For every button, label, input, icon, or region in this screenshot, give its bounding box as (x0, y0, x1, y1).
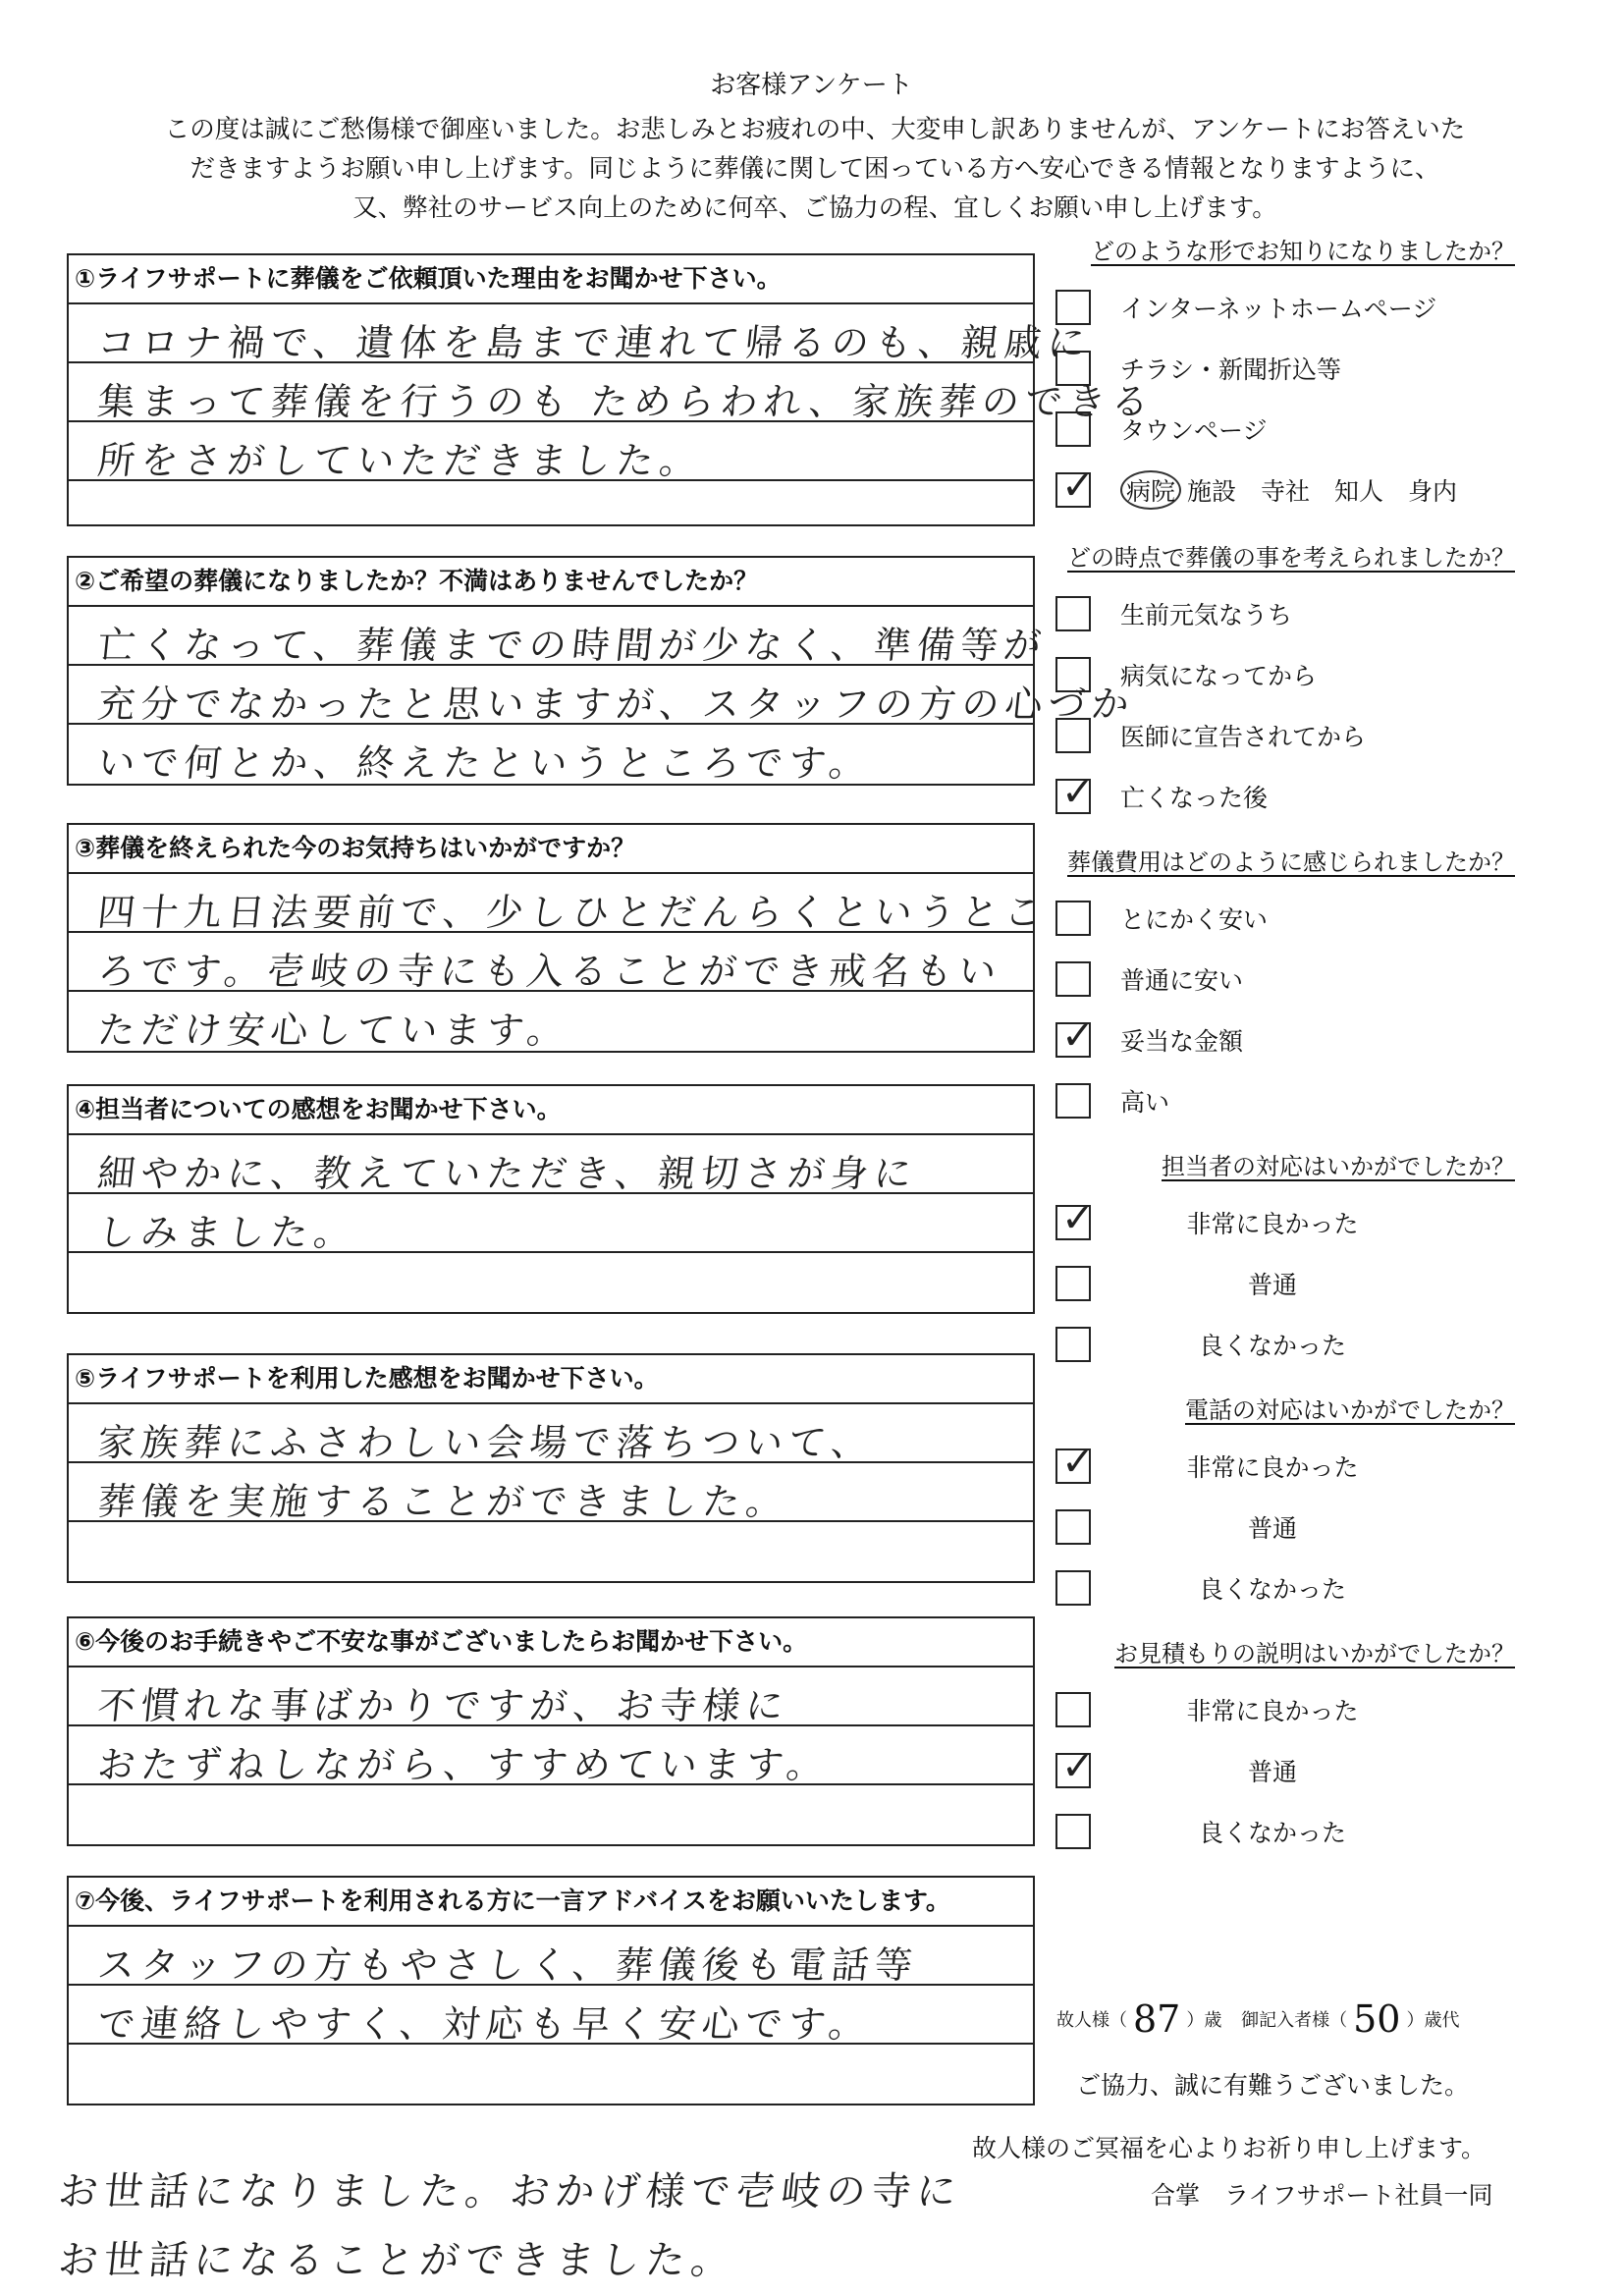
question-6-answer-line: 不慣れな事ばかりですが、お寺様に (95, 1684, 791, 1727)
intro-line: この度は誠にご愁傷様で御座いました。お悲しみとお疲れの中、大変申し訳ありませんが、アンケートにお答えいた (164, 115, 1466, 144)
signature-line: 合掌 ライフサポート社員一同 (1151, 2181, 1493, 2210)
checkbox[interactable] (1055, 351, 1091, 386)
option-phone-not-good[interactable]: 良くなかった (1055, 1567, 1405, 1609)
check-mark-icon: ✓ (1061, 1440, 1095, 1485)
checkbox[interactable] (1055, 1509, 1091, 1545)
option-internet[interactable]: インターネットホームページ (1055, 287, 1436, 328)
checkbox-checked[interactable] (1055, 1744, 1095, 1789)
section-4-heading: 担当者の対応はいかがでしたか？ (1162, 1153, 1515, 1180)
question-5-answer-line: 家族葬にふさわしい会場で落ちついて、 (95, 1421, 877, 1464)
option-estimate-not-good[interactable]: 良くなかった (1055, 1811, 1405, 1852)
checkbox[interactable] (1055, 411, 1091, 447)
deceased-age-prefix: 故人様（ (1056, 2010, 1127, 2031)
checkbox[interactable] (1055, 718, 1091, 753)
question-3-answer-line: 四十九日法要前で、少しひとだんらくというとこ (95, 891, 1051, 934)
question-2-box (67, 556, 1137, 786)
option-expensive[interactable]: 高い (1055, 1080, 1169, 1121)
checkbox-checked[interactable] (1055, 1440, 1095, 1485)
checkbox-checked[interactable] (1055, 770, 1095, 815)
option-flyer[interactable]: チラシ・新聞折込等 (1055, 348, 1341, 389)
question-6-box (67, 1616, 1035, 1846)
option-phone-very-good[interactable]: ✓ 非常に良かった (1055, 1446, 1405, 1487)
hospital-circled-label: 病院 (1120, 470, 1181, 510)
check-mark-icon: ✓ (1061, 1196, 1095, 1241)
deceased-age-suffix: ）歳 (1186, 2010, 1222, 2031)
section-5-heading: 電話の対応はいかがでしたか？ (1185, 1396, 1515, 1424)
handwritten-note-line: お世話になることができました。 (56, 2238, 739, 2283)
option-after-death[interactable]: ✓ 亡くなった後 (1055, 776, 1268, 817)
thanks-line: ご協力、誠に有難うございました。 (1076, 2071, 1470, 2100)
question-1-answer-line: コロナ禍で、遺体を島まで連れて帰るのも、親戚に (95, 321, 1094, 364)
option-estimate-normal[interactable]: ✓ 普通 (1055, 1750, 1405, 1791)
option-healthy[interactable]: 生前元気なうち (1055, 593, 1292, 634)
section-6-heading: お見積もりの説明はいかがでしたか？ (1114, 1640, 1515, 1667)
checkbox[interactable] (1055, 1083, 1091, 1119)
checkbox[interactable] (1055, 290, 1091, 325)
section-1-heading: どのような形でお知りになりましたか？ (1091, 238, 1515, 265)
question-7-box (67, 1876, 1035, 2105)
question-1-label: ①ライフサポートに葬儀をご依頼頂いた理由をお聞かせ下さい。 (69, 255, 1033, 304)
question-3-answer-line: ただけ安心しています。 (95, 1009, 572, 1052)
option-staff-normal[interactable]: 普通 (1055, 1263, 1405, 1304)
option-fairly-cheap[interactable]: 普通に安い (1055, 958, 1243, 1000)
check-mark-icon: ✓ (1061, 1013, 1095, 1059)
option-illness[interactable]: 病気になってから (1055, 654, 1317, 695)
handwritten-note-line: お世話になりました。おかげ様で壱岐の寺に (56, 2169, 965, 2214)
question-6-answer-line: おたずねしながら、すすめています。 (95, 1743, 833, 1786)
question-5-label: ⑤ライフサポートを利用した感想をお聞かせ下さい。 (69, 1355, 1033, 1404)
section-3-heading: 葬儀費用はどのように感じられましたか？ (1067, 848, 1515, 876)
check-mark-icon: ✓ (1061, 464, 1095, 509)
checkbox[interactable] (1055, 1814, 1091, 1849)
checkbox[interactable] (1055, 657, 1091, 692)
question-7-answer-line: スタッフの方もやさしく、葬儀後も電話等 (95, 1943, 921, 1987)
check-mark-icon: ✓ (1061, 1744, 1095, 1789)
other-sources-label: 施設 寺社 知人 身内 (1187, 477, 1458, 506)
question-4-label: ④担当者についての感想をお聞かせ下さい。 (69, 1086, 1033, 1135)
section-2-heading: どの時点で葬儀の事を考えられましたか？ (1067, 544, 1515, 572)
question-2-label: ②ご希望の葬儀になりましたか？不満はありませんでしたか？ (69, 558, 1033, 607)
intro-line: 又、弊社のサービス向上のために何卒、ご協力の程、宜しくお願い申し上げます。 (352, 193, 1277, 223)
option-townpage[interactable]: タウンページ (1055, 409, 1268, 450)
checkbox[interactable] (1055, 1327, 1091, 1362)
checkbox[interactable] (1055, 1570, 1091, 1606)
age-fields (1056, 1997, 1459, 2041)
question-2-answer-line: 亡くなって、葬儀までの時間が少なく、準備等が (95, 624, 1050, 667)
survey-title: お客様アンケート (710, 71, 913, 100)
intro-line: だきますようお願い申し上げます。同じように葬儀に関して困っている方へ安心できる情報となりますように、 (189, 154, 1440, 184)
checkbox-checked[interactable] (1055, 1196, 1095, 1241)
checkbox[interactable] (1055, 901, 1091, 936)
option-staff-very-good[interactable]: ✓ 非常に良かった (1055, 1202, 1405, 1243)
condolence-line: 故人様のご冥福を心よりお祈り申し上げます。 (972, 2134, 1487, 2162)
option-reasonable[interactable]: ✓ 妥当な金額 (1055, 1019, 1243, 1061)
writer-age-suffix: ）歳代 (1406, 2010, 1460, 2031)
checkbox[interactable] (1055, 1692, 1091, 1727)
intro-text (79, 110, 1551, 228)
question-7-answer-line: で連絡しやすく、対応も早く安心です。 (95, 2002, 875, 2046)
checkbox[interactable] (1055, 961, 1091, 997)
option-staff-not-good[interactable]: 良くなかった (1055, 1324, 1405, 1365)
option-doctor[interactable]: 医師に宣告されてから (1055, 715, 1366, 756)
question-1-answer-line: 所をさがしていただきました。 (95, 439, 705, 482)
checkbox[interactable] (1055, 1266, 1091, 1301)
checkbox[interactable] (1055, 596, 1091, 631)
question-7-label: ⑦今後、ライフサポートを利用される方に一言アドバイスをお願いいたします。 (69, 1878, 1033, 1927)
question-6-label: ⑥今後のお手続きやご不安な事がございましたらお聞かせ下さい。 (69, 1618, 1033, 1667)
question-4-box (67, 1084, 1035, 1314)
checkbox-checked[interactable] (1055, 464, 1095, 509)
question-3-label: ③葬儀を終えられた今のお気持ちはいかがですか？ (69, 825, 1033, 874)
option-phone-normal[interactable]: 普通 (1055, 1506, 1405, 1548)
question-1-answer-line: 集まって葬儀を行うのも ためらわれ、家族葬のできる (95, 380, 1158, 423)
option-very-cheap[interactable]: とにかく安い (1055, 898, 1268, 939)
question-4-answer-line: しみました。 (95, 1211, 359, 1254)
writer-age-prefix: 御記入者様（ (1241, 2010, 1348, 2031)
option-hospital[interactable] (1055, 464, 1458, 511)
deceased-age-value[interactable]: 87 (1133, 1997, 1181, 2041)
question-4-answer-line: 細やかに、教えていただき、親切さが身に (95, 1152, 920, 1195)
question-5-answer-line: 葬儀を実施することができました。 (95, 1480, 791, 1523)
check-mark-icon: ✓ (1061, 770, 1095, 815)
question-3-answer-line: ろです。壱岐の寺にも入ることができ戒名もい (95, 950, 1004, 993)
checkbox-checked[interactable] (1055, 1013, 1095, 1059)
question-3-box (67, 823, 1051, 1053)
question-2-answer-line: 充分でなかったと思いますが、スタッフの方の心づか (95, 683, 1137, 726)
question-2-answer-line: いで何とか、終えたというところです。 (95, 741, 875, 785)
question-5-box (67, 1353, 1035, 1583)
writer-age-value[interactable]: 50 (1353, 1997, 1401, 2041)
option-estimate-very-good[interactable]: 非常に良かった (1055, 1689, 1405, 1730)
